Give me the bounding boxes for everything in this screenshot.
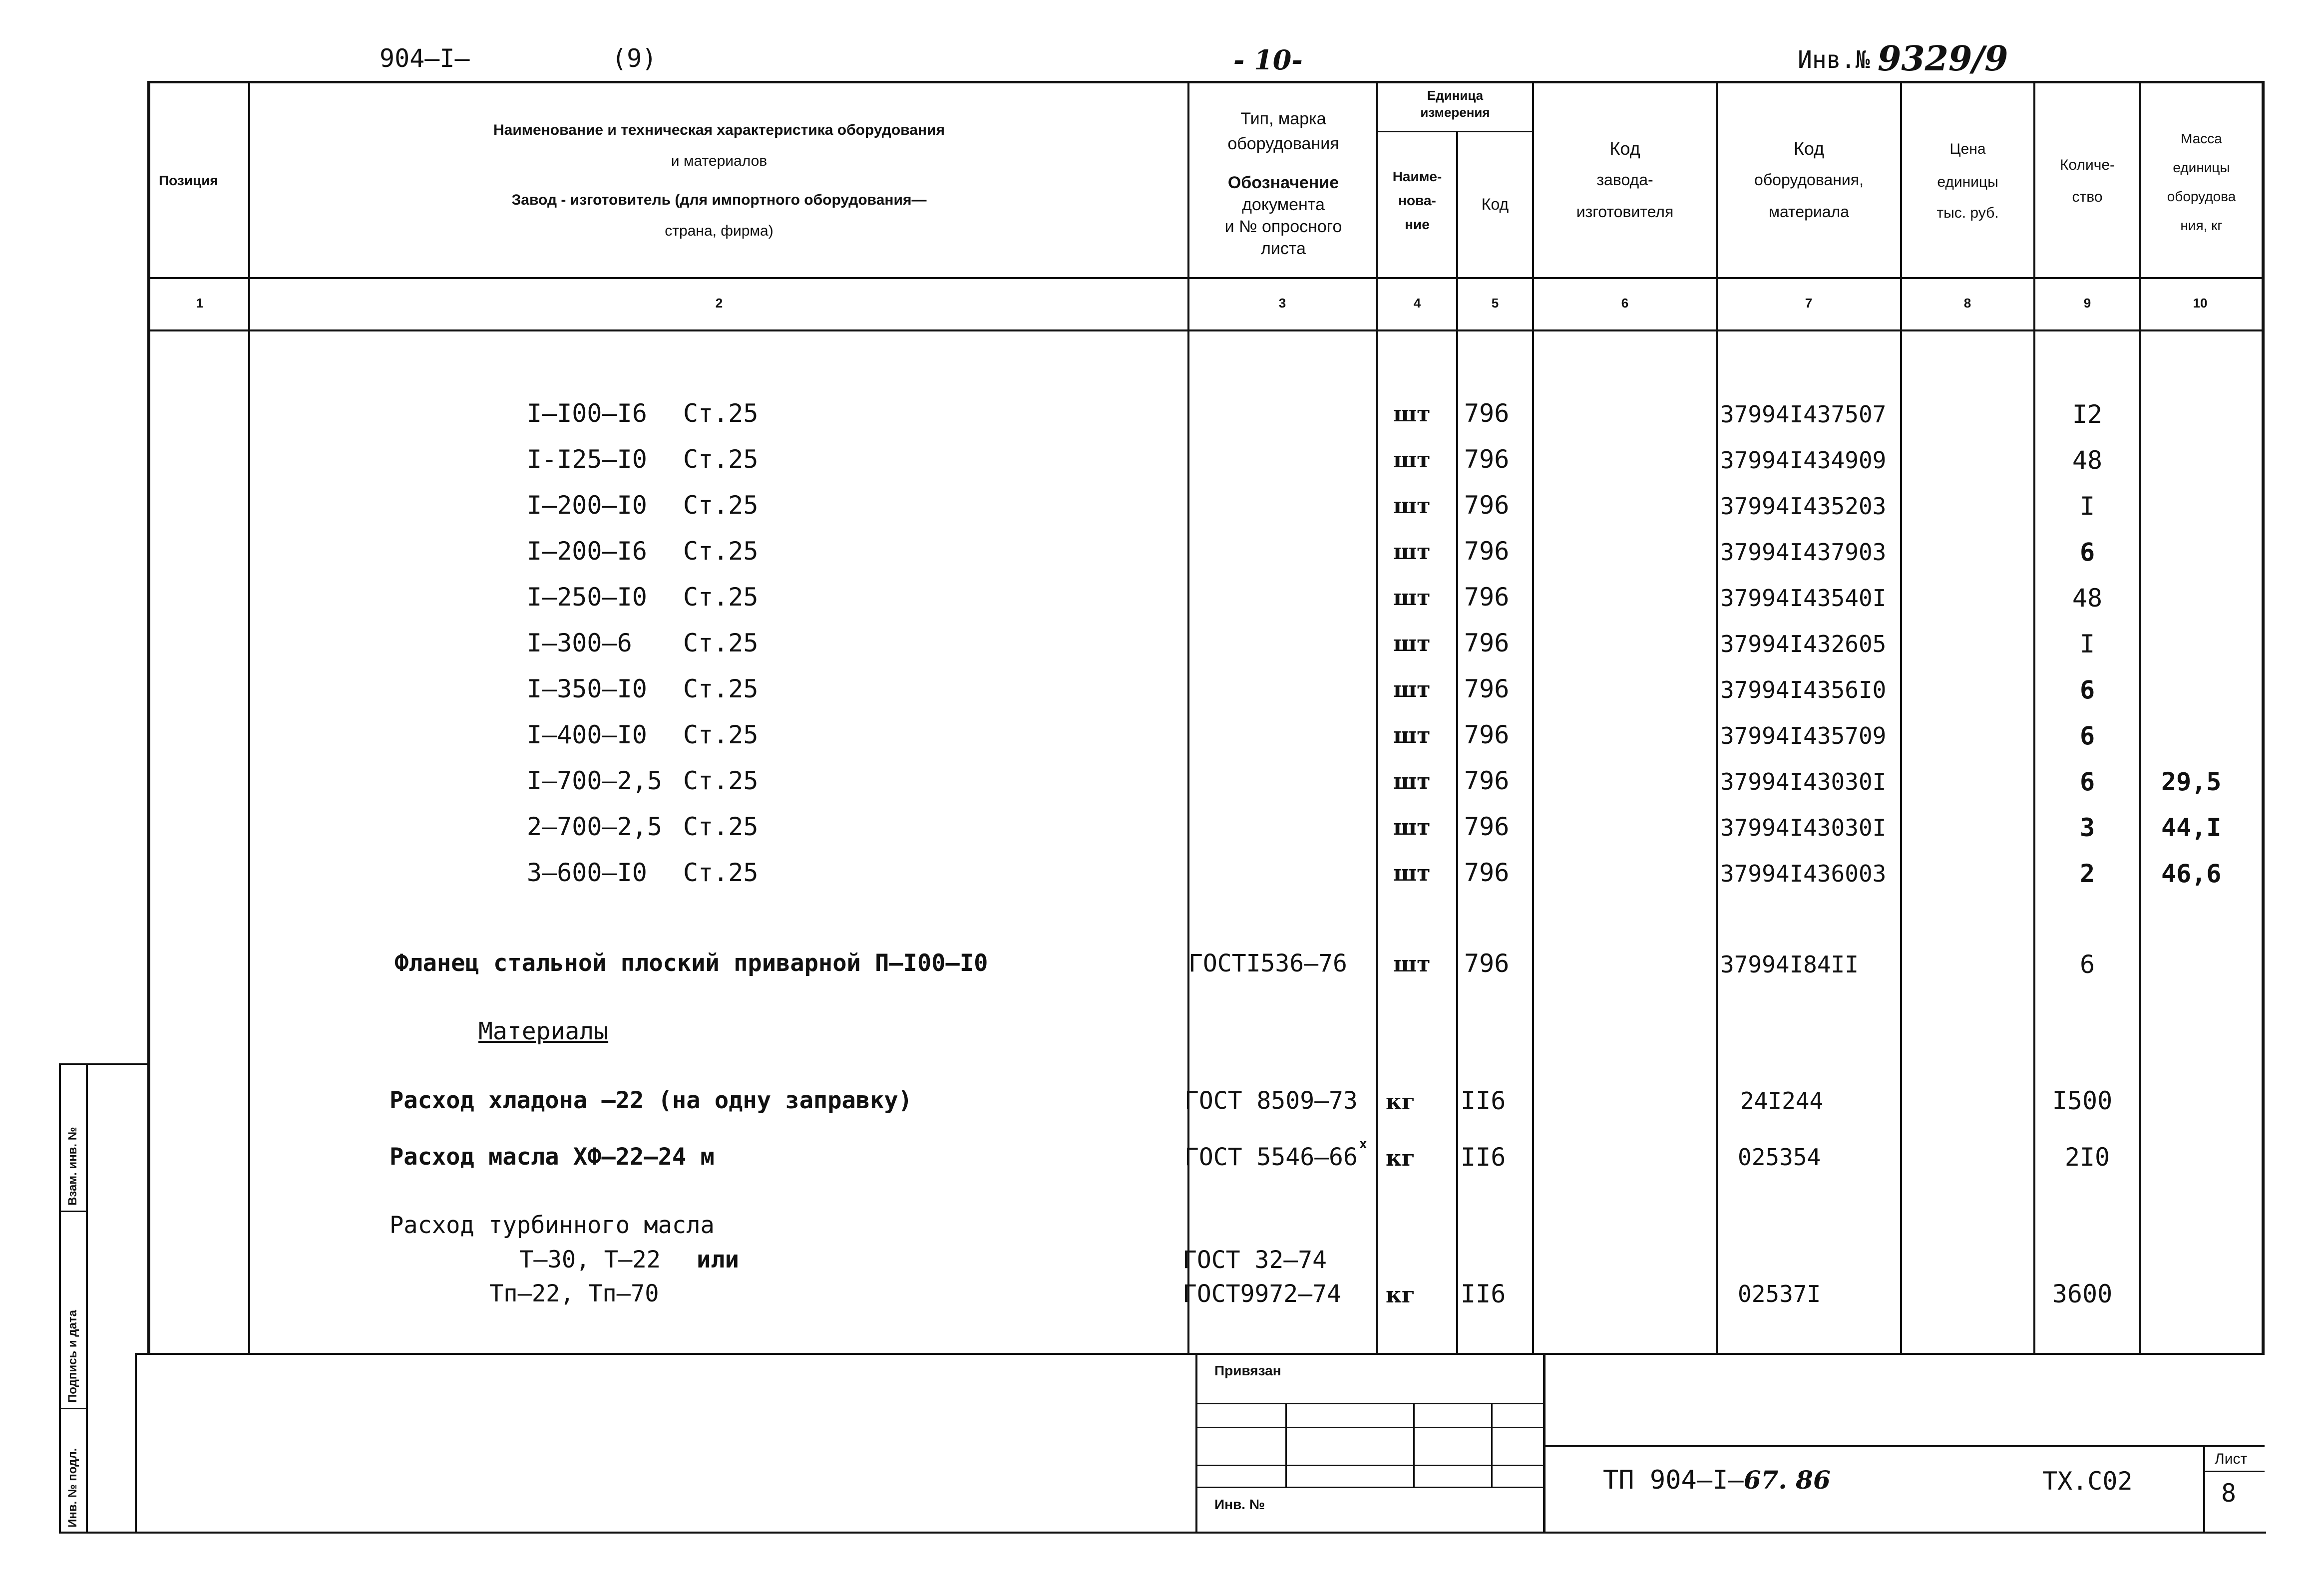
- item-quantity: 6: [2079, 721, 2095, 750]
- item-quantity: 6: [2079, 950, 2095, 979]
- item-unit: шт: [1393, 631, 1431, 656]
- col-name-header-line2: и материалов: [671, 153, 768, 169]
- col-name-header-line3: Завод - изготовитель (для импортного оборудования—: [511, 192, 927, 208]
- item-name-variant: Т–30, Т–22: [519, 1246, 661, 1273]
- item-steel-grade: Ст.25: [683, 583, 759, 612]
- item-name: I–400–I0: [527, 720, 647, 749]
- item-unit-code: 796: [1464, 583, 1510, 612]
- item-unit: шт: [1393, 677, 1431, 702]
- item-unit: кг: [1386, 1089, 1415, 1115]
- item-unit-code: 796: [1464, 949, 1510, 978]
- item-material-code: 37994I432605: [1720, 631, 1887, 657]
- item-document: ГОСТ 5546–66: [1184, 1143, 1358, 1171]
- col-number: 4: [1413, 296, 1421, 311]
- item-name: 2–700–2,5: [527, 812, 662, 841]
- item-material-code: 37994I84II: [1720, 951, 1859, 978]
- item-quantity: 2I0: [2064, 1143, 2110, 1172]
- item-unit: шт: [1393, 493, 1431, 519]
- materials-heading: Материалы: [478, 1017, 609, 1045]
- item-mass: 44,I: [2161, 813, 2222, 842]
- item-material-code: 025354: [1738, 1144, 1821, 1171]
- col-type-header-line5: и № опросного: [1224, 217, 1342, 236]
- item-unit-code: II6: [1461, 1143, 1506, 1172]
- item-name: I-I25–I0: [527, 445, 647, 474]
- item-material-code: 02537I: [1738, 1280, 1821, 1307]
- item-unit-code: 796: [1464, 399, 1510, 428]
- side-label-signature: Подпись и дата: [66, 1310, 79, 1403]
- page-number: - 10-: [1233, 44, 1303, 76]
- col-number: 1: [196, 296, 204, 311]
- item-unit-code: II6: [1461, 1086, 1506, 1115]
- item-name-or: или: [697, 1246, 739, 1273]
- col-position-header: Позиция: [159, 173, 218, 188]
- document-code: [1603, 1465, 1831, 1495]
- col-unit-name-header-line2: нова-: [1398, 193, 1436, 208]
- item-quantity: 2: [2079, 859, 2095, 888]
- item-unit-code: 796: [1464, 858, 1510, 887]
- item-unit-code: 796: [1464, 537, 1510, 566]
- col-unit-name-header-line1: Наиме-: [1392, 169, 1442, 184]
- item-name: Фланец стальной плоский приварной П–I00–I0: [394, 949, 988, 977]
- item-material-code: 37994I43540I: [1720, 585, 1887, 612]
- item-unit-code: 796: [1464, 766, 1510, 795]
- item-unit: шт: [1393, 769, 1431, 794]
- item-unit-code: 796: [1464, 629, 1510, 657]
- col-mass-header-line4: ния, кг: [2180, 218, 2223, 233]
- item-name: I–I00–I6: [527, 399, 647, 428]
- col-quantity-header-line2: ство: [2072, 189, 2103, 205]
- item-material-code: 37994I437507: [1720, 401, 1887, 428]
- item-material-code: 37994I435203: [1720, 493, 1887, 520]
- item-quantity: I: [2079, 630, 2095, 658]
- item-quantity: I500: [2052, 1086, 2113, 1115]
- item-material-code: 37994I435709: [1720, 722, 1887, 749]
- sheet-number: 8: [2221, 1479, 2237, 1508]
- item-unit-code: 796: [1464, 445, 1510, 474]
- side-label-inventory: Инв. № подл.: [66, 1448, 79, 1528]
- col-material-code-header-line3: материала: [1768, 203, 1850, 221]
- side-label-replacement: Взам. инв. №: [66, 1127, 79, 1206]
- col-factory-code-header-line2: завода-: [1596, 171, 1653, 189]
- item-unit: шт: [1393, 861, 1431, 886]
- item-quantity: 48: [2072, 584, 2103, 613]
- item-unit: шт: [1393, 815, 1431, 840]
- sheet-label: Лист: [2215, 1451, 2248, 1467]
- item-quantity: 3: [2079, 813, 2095, 842]
- item-steel-grade: Ст.25: [683, 674, 759, 703]
- col-number: 6: [1621, 296, 1629, 311]
- item-name: I–250–I0: [527, 583, 647, 612]
- item-quantity: I2: [2072, 400, 2103, 429]
- item-material-code: 37994I437903: [1720, 539, 1887, 566]
- inventory-label: Инв.№: [1798, 46, 1870, 74]
- item-unit: шт: [1393, 585, 1431, 611]
- attached-label: Привязан: [1214, 1363, 1281, 1378]
- item-name: I–200–I0: [527, 491, 647, 520]
- document-code-prefix: ТП 904–I–: [1603, 1465, 1744, 1495]
- col-mass-header-line3: оборудова: [2167, 189, 2236, 204]
- col-material-code-header-line2: оборудования,: [1754, 171, 1864, 189]
- item-unit-code: 796: [1464, 491, 1510, 520]
- item-steel-grade: Ст.25: [683, 629, 759, 657]
- item-steel-grade: Ст.25: [683, 491, 759, 520]
- col-quantity-header-line1: Количе-: [2059, 157, 2115, 173]
- col-mass-header-line1: Масса: [2181, 131, 2222, 146]
- document-code-handwritten: 67. 86: [1743, 1465, 1831, 1495]
- item-steel-grade: Ст.25: [683, 399, 759, 428]
- unit-group-header-line1: Единица: [1427, 88, 1484, 103]
- item-name: I–700–2,5: [527, 766, 662, 795]
- col-name-header-line4: страна, фирма): [665, 223, 774, 239]
- item-material-code: 37994I4356I0: [1720, 676, 1887, 703]
- item-name: I–350–I0: [527, 674, 647, 703]
- item-name: 3–600–I0: [527, 858, 647, 887]
- item-material-code: 24I244: [1740, 1087, 1824, 1114]
- item-steel-grade: Ст.25: [683, 537, 759, 566]
- item-document: ГОСТ 32–74: [1182, 1246, 1327, 1274]
- col-type-header-line4: документа: [1242, 195, 1325, 214]
- item-steel-grade: Ст.25: [683, 858, 759, 887]
- col-number: 10: [2193, 296, 2208, 311]
- item-quantity: 6: [2079, 675, 2095, 704]
- inventory-number: 9329/9: [1878, 39, 2008, 79]
- col-number: 5: [1491, 296, 1499, 311]
- col-number: 3: [1278, 296, 1286, 311]
- col-price-header-line3: тыс. руб.: [1937, 205, 1999, 221]
- item-quantity: 6: [2079, 767, 2095, 796]
- item-name: I–200–I6: [527, 537, 647, 566]
- item-unit: шт: [1393, 951, 1431, 977]
- item-document: ГОСТ 8509–73: [1184, 1087, 1358, 1115]
- col-unit-code-header: Код: [1481, 195, 1509, 213]
- item-name-variant: Тп–22, Тп–70: [489, 1280, 659, 1307]
- item-material-code: 37994I43030I: [1720, 768, 1887, 795]
- item-unit-code: II6: [1461, 1279, 1506, 1308]
- sheet-code: ТХ.С02: [2042, 1467, 2133, 1496]
- item-quantity: 6: [2079, 538, 2095, 567]
- item-mass: 29,5: [2161, 767, 2222, 796]
- col-factory-code-header-line1: Код: [1609, 138, 1640, 159]
- item-unit-code: 796: [1464, 674, 1510, 703]
- item-name: Расход турбинного масла: [389, 1212, 715, 1239]
- item-material-code: 37994I434909: [1720, 447, 1887, 474]
- item-steel-grade: Ст.25: [683, 720, 759, 749]
- col-factory-code-header-line3: изготовителя: [1576, 203, 1674, 221]
- col-number: 8: [1963, 296, 1971, 311]
- item-quantity: 48: [2072, 446, 2103, 475]
- col-type-header-line6: листа: [1261, 239, 1306, 258]
- item-document: ГОСТI536–76: [1188, 949, 1347, 977]
- item-mass: 46,6: [2161, 859, 2222, 888]
- project-code: 904–I–: [380, 44, 470, 73]
- item-unit: кг: [1386, 1282, 1415, 1308]
- item-steel-grade: Ст.25: [683, 812, 759, 841]
- col-type-header-line1: Тип, марка: [1240, 109, 1326, 128]
- col-mass-header-line2: единицы: [2173, 160, 2230, 175]
- item-unit: шт: [1393, 447, 1431, 473]
- item-unit: шт: [1393, 723, 1431, 748]
- section-number: (9): [612, 44, 657, 73]
- col-price-header-line2: единицы: [1937, 174, 1998, 190]
- item-unit: шт: [1393, 539, 1431, 565]
- col-number: 9: [2083, 296, 2091, 311]
- col-price-header-line1: Цена: [1949, 141, 1986, 157]
- col-number: 2: [715, 296, 723, 311]
- item-unit-code: 796: [1464, 720, 1510, 749]
- item-name: Расход хладона –22 (на одну заправку): [389, 1087, 912, 1114]
- item-document-mark: х: [1359, 1137, 1367, 1152]
- item-name: Расход масла ХФ–22–24 м: [389, 1143, 715, 1171]
- item-quantity: 3600: [2052, 1279, 2113, 1308]
- item-steel-grade: Ст.25: [683, 766, 759, 795]
- col-name-header-line1: Наименование и техническая характеристика оборудования: [493, 122, 945, 138]
- item-document: ГОСТ9972–74: [1182, 1280, 1341, 1308]
- item-unit: шт: [1393, 401, 1431, 427]
- col-type-header-line2: оборудования: [1227, 134, 1339, 153]
- item-steel-grade: Ст.25: [683, 445, 759, 474]
- unit-group-header-line2: измерения: [1420, 105, 1490, 120]
- item-quantity: I: [2079, 492, 2095, 521]
- item-name: I–300–6: [527, 629, 632, 657]
- item-material-code: 37994I43030I: [1720, 814, 1887, 841]
- stamp-inventory-label: Инв. №: [1214, 1497, 1265, 1512]
- item-material-code: 37994I436003: [1720, 860, 1887, 887]
- col-type-header-line3: Обозначение: [1227, 173, 1339, 192]
- item-unit-code: 796: [1464, 812, 1510, 841]
- col-unit-name-header-line3: ние: [1405, 217, 1430, 232]
- col-number: 7: [1805, 296, 1813, 311]
- item-unit: кг: [1386, 1146, 1415, 1171]
- col-material-code-header-line1: Код: [1793, 138, 1825, 159]
